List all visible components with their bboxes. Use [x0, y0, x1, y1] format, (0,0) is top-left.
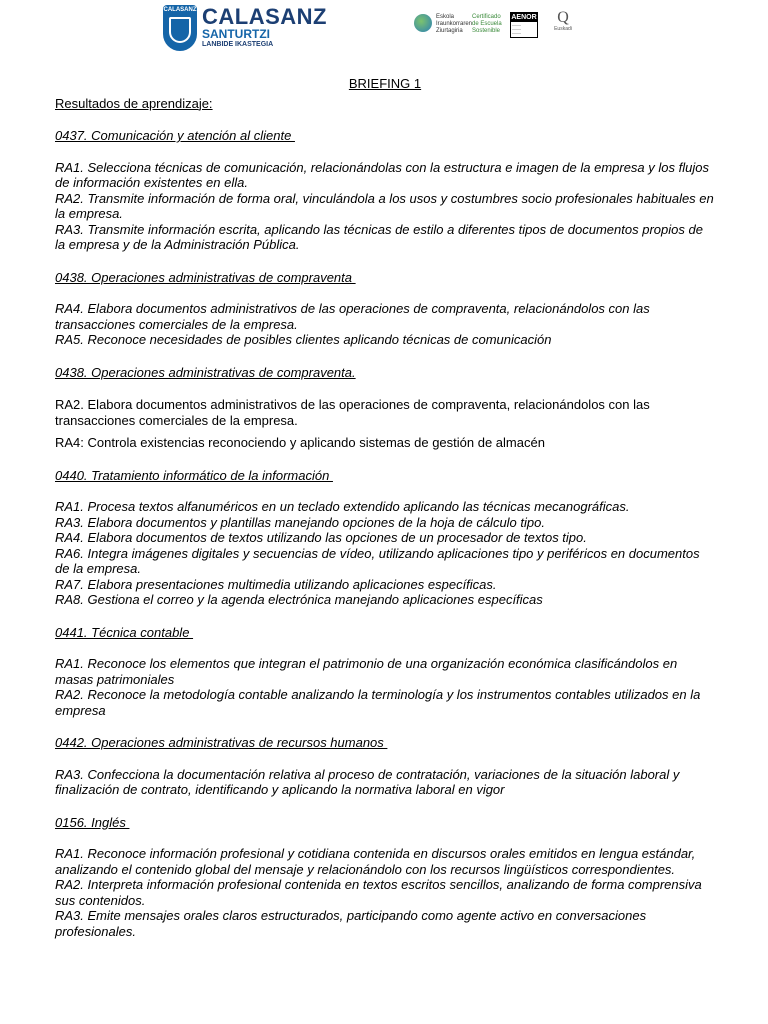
- document-body: [55, 76, 715, 939]
- learning-outcome-item: RA2. Interpreta información profesional contenida en textos escritos sencillos, analizando de forma comprensiva sus contenidos.: [55, 877, 702, 908]
- learning-outcome-item: RA3. Emite mensajes orales claros estructurados, participando como agente activo en conversaciones profesionales.: [55, 908, 647, 939]
- section: [55, 270, 715, 348]
- section: [55, 735, 715, 798]
- section: [55, 815, 715, 940]
- cert-text-spanish: Certificado de Escuela Sostenible: [472, 14, 502, 34]
- learning-outcome-item: RA3. Confecciona la documentación relativa al proceso de contratación, variaciones de la situación laboral y finalización de contrato, identificando y aplicando la normativa laboral en vigor: [55, 766, 680, 797]
- learning-outcome-item: RA8. Gestiona el correo y la agenda electrónica manejando aplicaciones específicas: [55, 592, 543, 607]
- section-heading: 0440. Tratamiento informático de la información: [55, 467, 333, 483]
- document-title: BRIEFING 1: [348, 76, 422, 91]
- learning-outcome-item: RA5. Reconoce necesidades de posibles clientes aplicando técnicas de comunicación: [55, 332, 552, 347]
- learning-outcome-item: RA1. Reconoce los elementos que integran el patrimonio de una organización económica clasificándolos en masas patrimoniales: [55, 656, 678, 687]
- aenor-lines: ——— ——— ———: [512, 23, 521, 35]
- quality-q-icon: Q: [557, 9, 569, 26]
- section: [55, 365, 715, 451]
- logo-subtitle-2: LANBIDE IKASTEGIA: [202, 41, 274, 48]
- section-heading: 0156. Inglés: [55, 814, 130, 830]
- section-heading: 0438. Operaciones administrativas de compraventa: [55, 269, 356, 285]
- cert-text-basque: Eskola Iraunkorraren Ziurtagiria: [436, 14, 473, 34]
- logo-wordmark: [202, 6, 327, 49]
- learning-outcome-item: RA2. Reconoce la metodología contable analizando la terminología y los instrumentos contables utilizados en la empresa: [55, 687, 701, 718]
- section-heading: 0438. Operaciones administrativas de compraventa.: [55, 364, 356, 380]
- learning-outcome-item: RA4. Elabora documentos administrativos de las operaciones de compraventa, relacionándolos con las transacciones comerciales de la empresa.: [55, 301, 650, 332]
- sections-container: [55, 128, 715, 939]
- aenor-logo: [510, 12, 538, 38]
- euskadi-quality-logo: [550, 10, 576, 32]
- section-heading: 0441. Técnica contable: [55, 624, 194, 640]
- learning-outcome-item: RA2. Elabora documentos administrativos de las operaciones de compraventa, relacionándolos con las transacciones comerciales de la empresa.: [55, 397, 650, 428]
- learning-outcome-item: RA3. Transmite información escrita, aplicando las técnicas de estilo a diferentes tipos de documentos propios de la empresa y de la Administración Pública.: [55, 221, 703, 252]
- shield-inner-icon: [169, 17, 191, 43]
- learning-outcome-item: RA4: Controla existencias reconociendo y aplicando sistemas de gestión de almacén: [55, 435, 545, 450]
- learning-outcome-item: RA2. Transmite información de forma oral, vinculándola a los usos y costumbres socio profesionales habituales en la empresa.: [55, 190, 714, 221]
- learning-outcome-item: RA6. Integra imágenes digitales y secuencias de vídeo, utilizando aplicaciones tipo y periféricos en documentos de la empresa.: [55, 545, 700, 576]
- learning-outcome-item: RA1. Procesa textos alfanuméricos en un teclado extendido aplicando las técnicas mecanográficas.: [55, 499, 630, 514]
- learning-outcome-item: RA1. Selecciona técnicas de comunicación, relacionándolas con la estructura e imagen de la empresa y los flujos de información existentes en ella.: [55, 159, 709, 190]
- logo-badge-text: CALASANZ: [163, 7, 197, 13]
- learning-outcomes-label: Resultados de aprendizaje:: [55, 95, 213, 111]
- section: [55, 625, 715, 719]
- learning-outcome-item: RA7. Elabora presentaciones multimedia utilizando aplicaciones específicas.: [55, 576, 497, 592]
- globe-icon: [414, 14, 432, 32]
- learning-outcome-item: RA1. Reconoce información profesional y cotidiana contenida en discursos orales emitidos en lengua estándar, analizando el contenido global del mensaje y relacionándolo con los recursos lingüísticos correspondientes.: [55, 846, 696, 877]
- logo-subtitle: SANTURTZI: [202, 27, 270, 41]
- page-header: [0, 0, 768, 60]
- section: [55, 128, 715, 253]
- euskadi-label: Euskadi: [554, 26, 572, 32]
- section-heading: 0442. Operaciones administrativas de recursos humanos: [55, 735, 388, 750]
- calasanz-shield-logo: [163, 5, 197, 51]
- aenor-label: AENOR: [511, 14, 537, 21]
- logo-title: CALASANZ: [202, 4, 327, 29]
- learning-outcome-item: RA3. Elabora documentos y plantillas manejando opciones de la hoja de cálculo tipo.: [55, 514, 545, 530]
- learning-outcome-item: RA4. Elabora documentos de textos utilizando las opciones de un procesador de textos tipo.: [55, 530, 587, 545]
- section: [55, 468, 715, 608]
- section-heading: 0437. Comunicación y atención al cliente: [55, 128, 295, 143]
